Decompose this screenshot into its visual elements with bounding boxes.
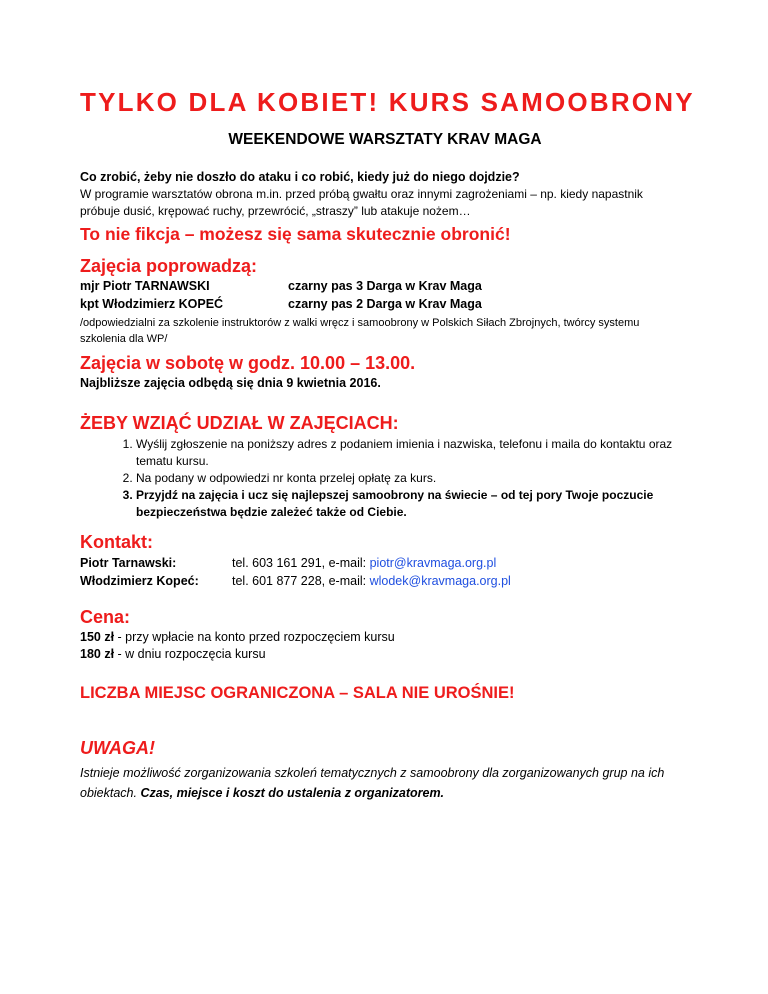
list-item: 3. Przyjdź na zajęcia i ucz się najlepszej samoobrony na świecie – od tej pory Twoje poczucie bezpieczeństwa będzie zależeć także od Ciebie.	[136, 487, 696, 521]
contact-row	[80, 574, 511, 588]
instructor-rank: czarny pas 2 Darga w Krav Maga	[288, 297, 482, 311]
contact-row	[80, 556, 497, 570]
notice-heading: UWAGA!	[80, 738, 155, 758]
participation-heading: ŻEBY WZIĄĆ UDZIAŁ W ZAJĘCIACH:	[80, 413, 399, 433]
contact-phone: tel. 601 877 228, e-mail:	[232, 574, 370, 588]
instructor-name: mjr Piotr TARNAWSKI	[80, 279, 210, 293]
price-row	[80, 647, 266, 661]
contact-heading: Kontakt:	[80, 532, 153, 552]
price-row	[80, 630, 395, 644]
price-amount: 180 zł	[80, 647, 115, 661]
contact-phone: tel. 603 161 291, e-mail:	[232, 556, 370, 570]
instructor-rank: czarny pas 3 Darga w Krav Maga	[288, 279, 482, 293]
notice-body: Istnieje możliwość zorganizowania szkoleń tematycznych z samoobrony dla zorganizowanych grup na ich obiektach.	[80, 766, 665, 800]
intro-description: W programie warsztatów obrona m.in. przed próbą gwałtu oraz innymi zagrożeniami – np. kiedy napastnik próbuje dusić, krępować ruchy, przewrócić, „straszy” lub atakuje nożem…	[80, 187, 643, 218]
price-heading: Cena:	[80, 607, 131, 627]
instructor-row	[80, 297, 482, 311]
email-link[interactable]: wlodek@kravmaga.org.pl	[369, 574, 511, 588]
intro-question: Co zrobić, żeby nie doszło do ataku i co robić, kiedy już do niego dojdzie?	[80, 170, 520, 184]
price-amount: 150 zł	[80, 630, 115, 644]
instructor-row	[80, 279, 482, 293]
price-desc: - w dniu rozpoczęcia kursu	[114, 647, 266, 661]
participation-steps	[80, 436, 696, 521]
price-desc: - przy wpłacie na konto przed rozpoczęciem kursu	[114, 630, 395, 644]
notice-bold: Czas, miejsce i koszt do ustalenia z organizatorem.	[140, 786, 445, 800]
contact-name: Piotr Tarnawski:	[80, 556, 177, 570]
notice-text	[80, 763, 690, 803]
page-subtitle: WEEKENDOWE WARSZTATY KRAV MAGA	[228, 131, 542, 148]
intro-slogan: To nie fikcja – możesz się sama skutecznie obronić!	[80, 224, 511, 244]
schedule-heading: Zajęcia w sobotę w godz. 10.00 – 13.00.	[80, 353, 416, 373]
email-link[interactable]: piotr@kravmaga.org.pl	[369, 556, 497, 570]
schedule-next: Najbliższe zajęcia odbędą się dnia 9 kwietnia 2016.	[80, 376, 381, 390]
list-item: 2. Na podany w odpowiedzi nr konta przelej opłatę za kurs.	[136, 470, 696, 487]
instructor-name: kpt Włodzimierz KOPEĆ	[80, 297, 224, 311]
instructors-note: /odpowiedzialni za szkolenie instruktorów z walki wręcz i samoobrony w Polskich Siłach Zbrojnych, twórcy systemu szkolenia dla WP/	[80, 317, 640, 345]
instructors-heading: Zajęcia poprowadzą:	[80, 256, 258, 276]
limited-seats-banner: LICZBA MIEJSC OGRANICZONA – SALA NIE UROŚNIE!	[80, 684, 515, 702]
contact-name: Włodzimierz Kopeć:	[80, 574, 199, 588]
list-item: 1. Wyślij zgłoszenie na poniższy adres z podaniem imienia i nazwiska, telefonu i maila do kontaktu oraz tematu kursu.	[136, 436, 696, 470]
page-title: TYLKO DLA KOBIET! KURS SAMOOBRONY	[80, 87, 695, 117]
